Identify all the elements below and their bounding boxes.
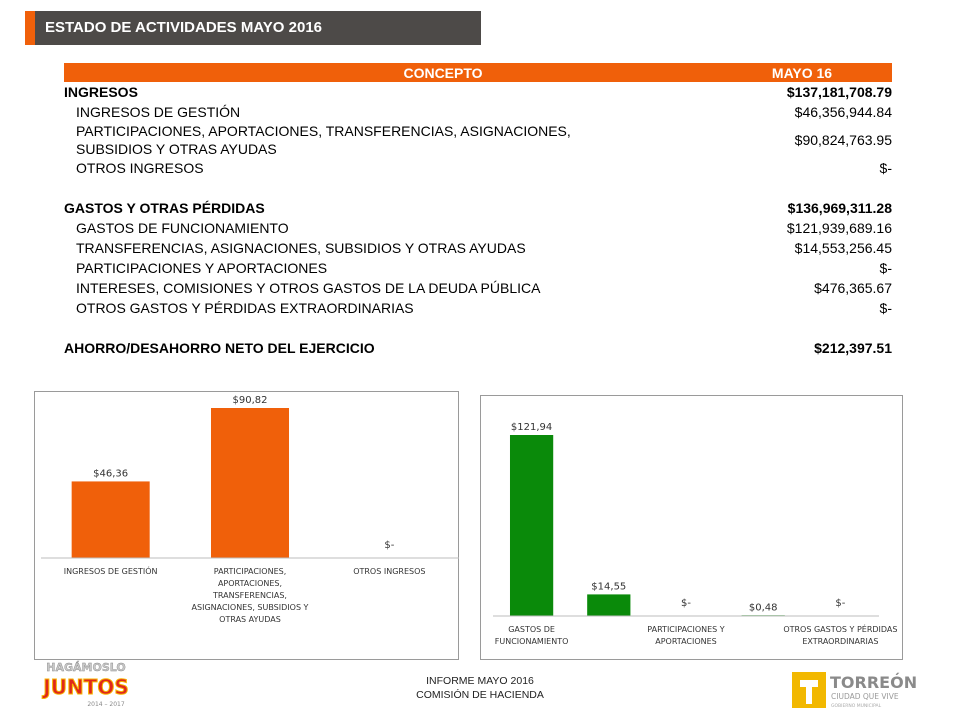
table-row xyxy=(64,82,892,102)
torreon-logo xyxy=(790,668,920,714)
row-concept: GASTOS Y OTRAS PÉRDIDAS xyxy=(64,200,265,216)
row-value: $46,356,944.84 xyxy=(794,104,892,120)
expense-chart xyxy=(480,395,903,660)
torreon-logo-tiny: GOBIERNO MUNICIPAL xyxy=(831,704,882,709)
row-concept: PARTICIPACIONES, APORTACIONES, TRANSFERENCIAS, ASIGNACIONES, SUBSIDIOS Y OTRAS AYUDAS xyxy=(76,123,571,157)
table-row xyxy=(64,258,892,278)
activities-table xyxy=(64,63,892,358)
juntos-logo-sub: 2014 – 2017 xyxy=(87,701,125,708)
title-accent xyxy=(25,11,35,45)
table-row xyxy=(64,338,892,358)
chart-category-label: FUNCIONAMIENTO xyxy=(494,637,569,646)
row-concept: PARTICIPACIONES Y APORTACIONES xyxy=(76,260,328,276)
row-value: $136,969,311.28 xyxy=(787,200,892,216)
row-value: $90,824,763.95 xyxy=(794,132,892,148)
chart-data-label: $- xyxy=(835,598,846,609)
chart-category-label: TRANSFERENCIAS, xyxy=(213,591,287,600)
chart-bar xyxy=(510,435,553,616)
chart-bar xyxy=(211,408,289,558)
table-row xyxy=(64,158,892,178)
footer-line-2: COMISIÓN DE HACIENDA xyxy=(416,689,544,701)
row-value: $14,553,256.45 xyxy=(794,240,892,256)
chart-category-label: APORTACIONES xyxy=(655,637,717,646)
row-value: $- xyxy=(879,160,892,176)
expense-chart-svg xyxy=(481,396,904,661)
row-value: $137,181,708.79 xyxy=(786,84,892,100)
row-concept: OTROS GASTOS Y PÉRDIDAS EXTRAORDINARIAS xyxy=(76,300,414,316)
income-chart xyxy=(34,391,459,660)
table-header xyxy=(64,63,892,82)
chart-data-label: $121,94 xyxy=(510,422,553,433)
chart-bar xyxy=(587,594,630,616)
chart-data-label: $90,82 xyxy=(232,395,268,406)
torreon-logo-sub: CIUDAD QUE VIVE xyxy=(831,692,899,701)
chart-category-label: APORTACIONES, xyxy=(217,579,283,588)
row-concept: INGRESOS DE GESTIÓN xyxy=(76,104,241,120)
income-chart-svg xyxy=(35,392,460,661)
header-concept: CONCEPTO xyxy=(64,63,712,82)
chart-data-label: $- xyxy=(681,598,691,609)
juntos-logo-main: JUNTOS xyxy=(43,675,129,699)
row-concept: AHORRO/DESAHORRO NETO DEL EJERCICIO xyxy=(64,340,375,356)
chart-category-label: EXTRAORDINARIAS xyxy=(802,637,879,646)
chart-data-label: $0,48 xyxy=(748,602,778,614)
row-value: $- xyxy=(879,300,892,316)
chart-category-label: OTROS INGRESOS xyxy=(353,567,426,576)
table-row xyxy=(64,102,892,122)
row-concept: INGRESOS xyxy=(64,84,138,100)
chart-category-label: OTROS GASTOS Y PÉRDIDAS xyxy=(783,625,898,634)
row-concept: INTERESES, COMISIONES Y OTROS GASTOS DE LA DEUDA PÚBLICA xyxy=(76,280,541,296)
table-row xyxy=(64,218,892,238)
row-concept: OTROS INGRESOS xyxy=(76,160,204,176)
header-month: MAYO 16 xyxy=(712,63,892,82)
chart-category-label: PARTICIPACIONES, xyxy=(213,567,287,576)
table-row xyxy=(64,278,892,298)
chart-data-label: $14,55 xyxy=(591,581,627,593)
spacer-row xyxy=(64,178,892,198)
chart-bar xyxy=(72,481,150,558)
row-value: $476,365.67 xyxy=(814,280,892,296)
juntos-logo-top: HAGÁMOSLO xyxy=(46,661,126,674)
torreon-logo-main: TORREÓN xyxy=(830,673,918,692)
chart-category-label: INGRESOS DE GESTIÓN xyxy=(63,567,158,576)
row-value: $121,939,689.16 xyxy=(786,220,892,236)
table-body xyxy=(64,82,892,358)
row-value: $- xyxy=(879,260,892,276)
chart-data-label: $46,36 xyxy=(93,468,129,480)
page-title: ESTADO DE ACTIVIDADES MAYO 2016 xyxy=(45,19,323,36)
row-value: $212,397.51 xyxy=(814,340,892,356)
chart-category-label: OTRAS AYUDAS xyxy=(219,615,281,624)
row-concept: GASTOS DE FUNCIONAMIENTO xyxy=(76,220,289,236)
table-row xyxy=(64,238,892,258)
table-row xyxy=(64,122,892,158)
juntos-logo xyxy=(36,658,136,712)
footer-line-1: INFORME MAYO 2016 xyxy=(426,675,534,687)
row-concept: TRANSFERENCIAS, ASIGNACIONES, SUBSIDIOS Y OTRAS AYUDAS xyxy=(76,240,526,256)
spacer-row xyxy=(64,318,892,338)
table-row xyxy=(64,298,892,318)
chart-data-label: $- xyxy=(384,540,395,551)
chart-category-label: ASIGNACIONES, SUBSIDIOS Y xyxy=(191,603,309,612)
table-row xyxy=(64,198,892,218)
chart-category-label: GASTOS DE xyxy=(508,625,555,634)
chart-category-label: PARTICIPACIONES Y xyxy=(647,625,725,634)
